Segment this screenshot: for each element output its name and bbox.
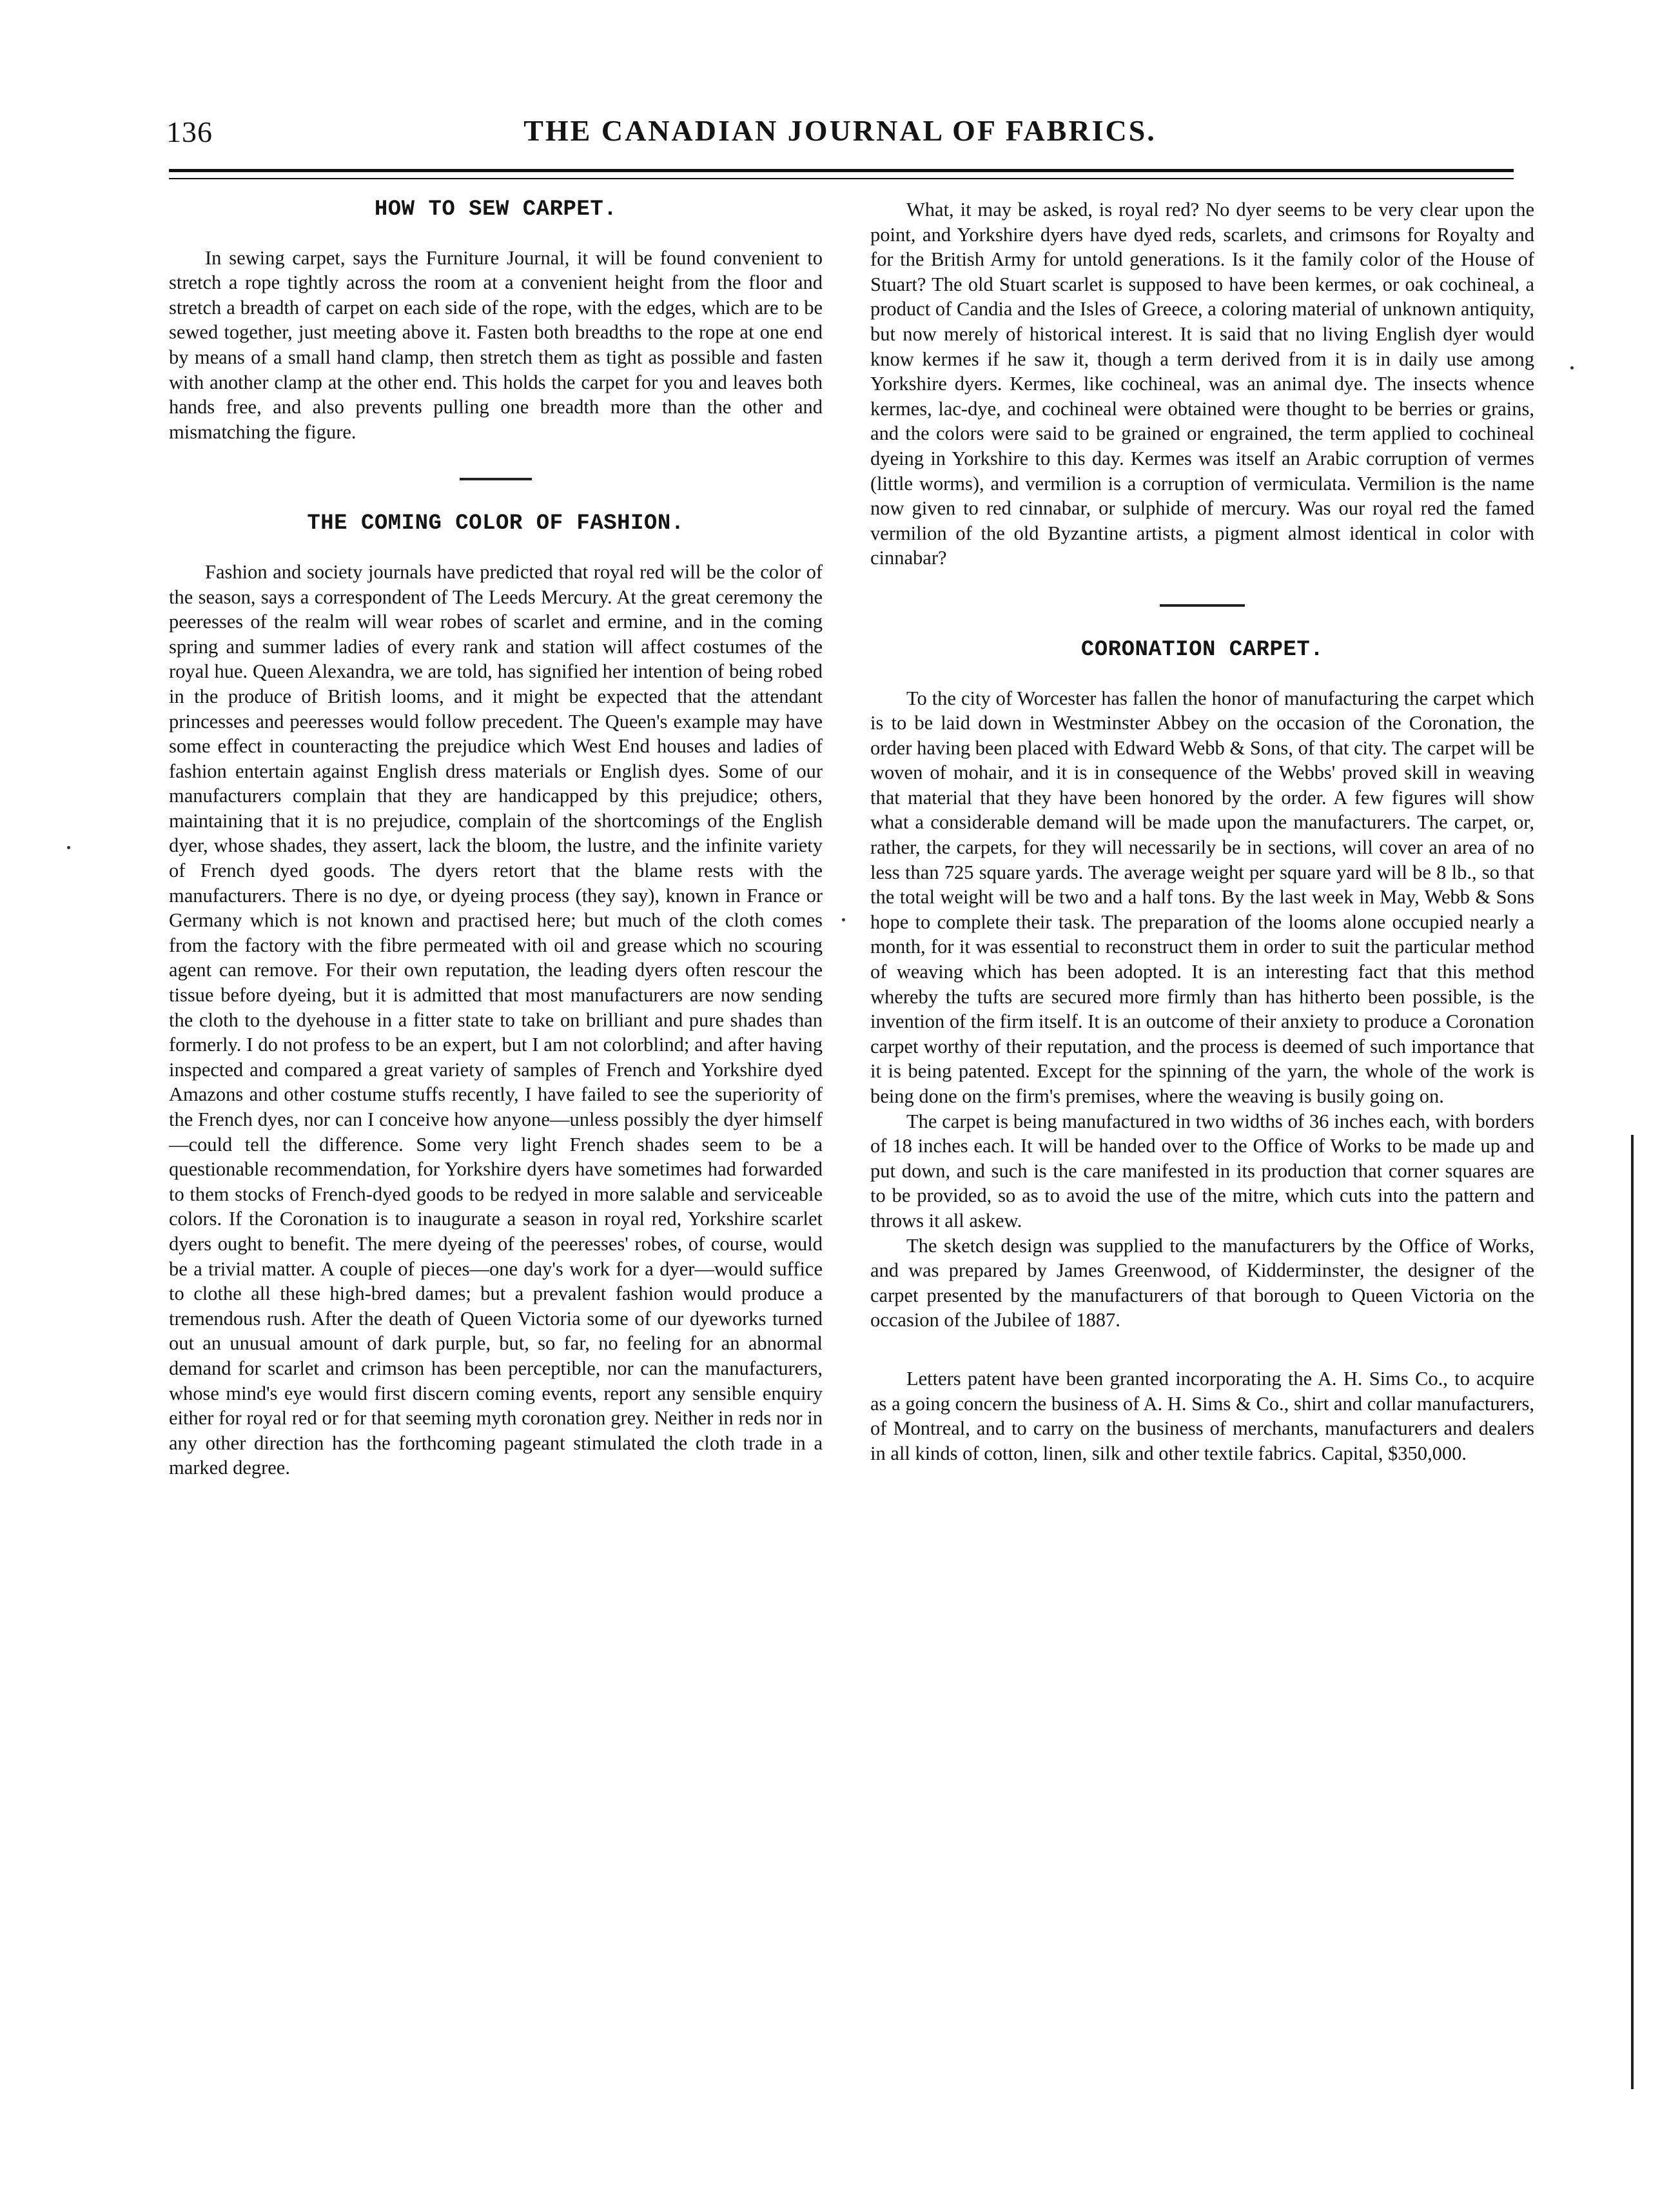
article-title-sew-carpet: HOW TO SEW CARPET. — [374, 197, 618, 222]
article-body-coronation-carpet-3: The sketch design was supplied to the manufacturers by the Office of Works, and was prepared by James Greenwood, of Kidderminster, the designer of the carpet presented by the manufacturers of that borough to Queen Victoria on the occasion of the Jubilee of 1887. — [870, 1234, 1534, 1332]
article-body-sims-notice: Letters patent have been granted incorporating the A. H. Sims Co., to acquire as a going concern the business of A. H. Sims & Co., shirt and collar manufacturers, of Montreal, and to carry on the business of merchants, manufacturers and dealers in all kinds of cotton, linen, silk and other textile fabrics. Capital, $350,000. — [870, 1367, 1534, 1464]
article-title-coronation-carpet: CORONATION CARPET. — [1080, 637, 1324, 662]
scan-speck — [842, 918, 845, 921]
article-body-sew-carpet: In sewing carpet, says the Furniture Journal, it will be found convenient to stretch a rope tightly across the room at a convenient height from the floor and stretch a breadth of carpet on each side of the rope, with the edges, which are to be sewed together, just meeting above it. Fasten both breadths to the rope at one end by means of a small hand clamp, then stretch them as tight as possible and fasten with another clamp at the other end. This holds the carpet for you and leaves both hands free, and also prevents pulling one breadth more than the other and mismatching the figure. — [169, 246, 823, 443]
page-number: 136 — [166, 115, 213, 148]
running-title: THE CANADIAN JOURNAL OF FABRICS. — [523, 114, 1157, 147]
header-rule-thick — [169, 169, 1514, 172]
article-body-coronation-carpet-2: The carpet is being manufactured in two widths of 36 inches each, with borders of 18 inches each. It will be handed over to the Office of Works to be made up and put down, and such is the care manifested in its production that corner squares are to be provided, so as to avoid the use of the mitre, which cuts into the pattern and throws it all askew. — [870, 1110, 1534, 1232]
article-body-coronation-carpet-1: To the city of Worcester has fallen the honor of manufacturing the carpet which is to be laid down in Westminster Abbey on the occasion of the Coronation, the order having been placed with Edward Webb & Sons, of that city. The carpet will be woven of mohair, and it is in consequence of the Webbs' proved skill in weaving that material that they have been honored by the order. A few figures will show what a considerable demand will be made upon the manufacturers. The carpet, or, rather, the carpets, for they will necessarily be in sections, will cover an area of no less than 725 square yards. The average weight per square yard will be 8 lb., so that the total weight will be two and a half tons. By the last week in May, Webb & Sons hope to complete their task. The preparation of the looms alone occupied nearly a month, for it was essential to reconstruct them in order to suit the particular method of weaving which has been adopted. It is an interesting fact that this method whereby the tufts are secured more firmly than has hitherto been possible, is the invention of the firm itself. It is an outcome of their anxiety to produce a Coronation carpet worthy of their reputation, and the process is deemed of such importance that it is being patented. Except for the spinning of the yarn, the whole of the work is being done on the firm's premises, where the weaving is busily going on. — [870, 687, 1534, 1107]
header-rule-thin — [169, 178, 1514, 179]
left-column — [169, 197, 823, 1480]
scan-speck — [1570, 366, 1574, 369]
section-separator — [460, 478, 532, 480]
section-separator — [1160, 604, 1245, 607]
article-body-coming-color-2: What, it may be asked, is royal red? No dyer seems to be very clear upon the point, and Yorkshire dyers have dyed reds, scarlets, and crimsons for Royalty and for the British Army for untold generations. Is it the family color of the House of Stuart? The old Stuart scarlet is supposed to have been kermes, or oak cochineal, a product of Candia and the Isles of Greece, a coloring material of unknown antiquity, but now merely of historical interest. It is said that no living English dyer would know kermes if he saw it, though a term derived from it is in daily use among Yorkshire dyers. Kermes, like cochineal, was an animal dye. The insects whence kermes, lac-dye, and cochineal were obtained were thought to be berries or grains, and the colors were said to be grained or engrained, the term applied to cochineal dyeing in Yorkshire to this day. Kermes was itself an Arabic corruption of vermes (little worms), and vermilion is a corruption of vermiculata. Vermilion is the name now given to red cinnabar, or sulphide of mercury. Was our royal red the famed vermilion of the old Byzantine artists, a pigment almost identical in color with cinnabar? — [870, 199, 1534, 569]
section-gap — [870, 1350, 1534, 1366]
margin-scan-mark — [1631, 1135, 1634, 2089]
scan-speck — [67, 846, 70, 849]
article-title-coming-color: THE COMING COLOR OF FASHION. — [307, 511, 685, 536]
article-body-coming-color-1: Fashion and society journals have predicted that royal red will be the color of the season, says a correspondent of The Leeds Mercury. At the great ceremony the peeresses of the realm will wear robes of scarlet and ermine, and in the coming spring and summer ladies of every rank and station will affect costumes of the royal hue. Queen Alexandra, we are told, has signified her intention of being robed in the produce of British looms, and it might be expected that the attendant princesses and peeresses would follow precedent. The Queen's example may have some effect in counteracting the prejudice which West End houses and ladies of fashion entertain against English dress materials or English dyes. Some of our manufacturers complain that they are handicapped by this prejudice; others, maintaining that it is no prejudice, complain of the shortcomings of the English dyer, whose shades, they assert, lack the bloom, the lustre, and the infinite variety of French dyed goods. The dyers retort that the blame rests with the manufacturers. There is no dye, or dyeing process (they say), known in France or Germany which is not known and practised here; but much of the cloth comes from the factory with the fibre permeated with oil and grease which no scouring agent can remove. For their own reputation, the leading dyers often rescour the tissue before dyeing, but it is admitted that most manufacturers are now sending the cloth to the dyehouse in a fitter state to take on brilliant and pure shades than formerly. I do not profess to be an expert, but I am not colorblind; and after having inspected and compared a great variety of samples of French and Yorkshire dyed Amazons and other costume stuffs recently, I have failed to see the superiority of the French dyes, nor can I conceive how anyone—unless possibly the dyer himself—could tell the difference. Some very light French shades seem to be a questionable recommendation, for Yorkshire dyers have sometimes had forwarded to them stocks of French-dyed goods to be redyed in more salable and serviceable colors. If the Coronation is to inaugurate a season in royal red, Yorkshire scarlet dyers ought to benefit. The mere dyeing of the peeresses' robes, of course, would be a trivial matter. A couple of pieces—one day's work for a dyer—would suffice to clothe all these high-bred dames; but a prevalent fashion would produce a tremendous rush. After the death of Queen Victoria some of our dyeworks turned out an unusual amount of dark purple, but, so far, no feeling for an abnormal demand for scarlet and crimson has been perceptible, nor can the manufacturers, whose mind's eye would first discern coming events, report any sensible enquiry either for royal red or for that seeming myth coronation grey. Neither in reds nor in any other direction has the forthcoming pageant stimulated the cloth trade in a marked degree. — [169, 560, 823, 1479]
section-gap — [870, 1333, 1534, 1350]
right-column — [870, 197, 1534, 1466]
